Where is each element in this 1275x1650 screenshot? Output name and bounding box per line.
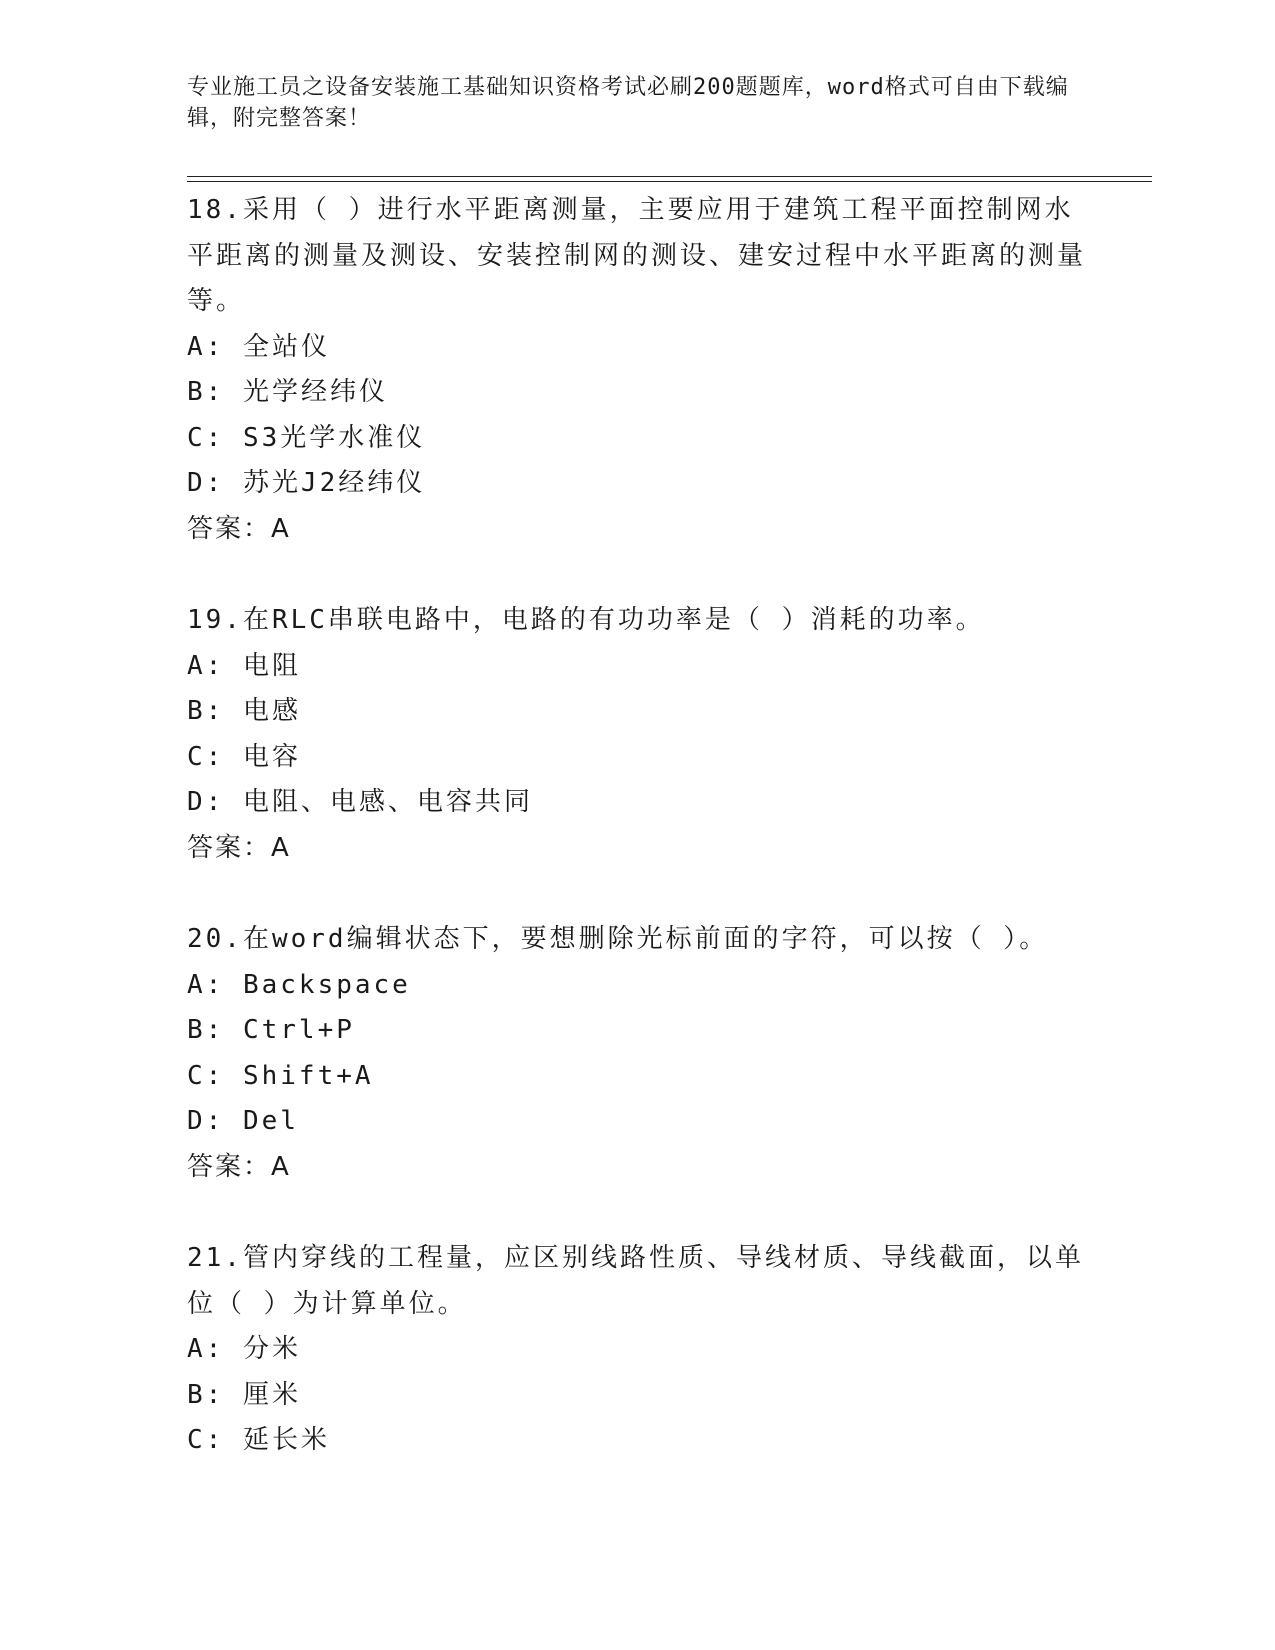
option-d: D: 苏光J2经纬仪 xyxy=(187,468,426,498)
question-21 xyxy=(187,1236,1087,1464)
document-header: 专业施工员之设备安装施工基础知识资格考试必刷200题题库，word格式可自由下载编辑，附完整答案！ xyxy=(187,75,1069,131)
header-divider-bottom xyxy=(187,181,1152,182)
answer-line: 答案：A xyxy=(187,1151,291,1182)
option-a: A: 全站仪 xyxy=(187,331,330,362)
question-list xyxy=(187,188,1087,1510)
option-b: B: 厘米 xyxy=(187,1379,301,1410)
option-b: B: Ctrl+P xyxy=(187,1015,355,1045)
question-19 xyxy=(187,598,1087,871)
question-stem: 21.管内穿线的工程量，应区别线路性质、导线材质、导线截面，以单位（ ）为计算单位。 xyxy=(187,1243,1084,1319)
option-b: B: 光学经纬仪 xyxy=(187,377,388,407)
answer-line: 答案：A xyxy=(187,832,291,863)
option-c: C: Shift+A xyxy=(187,1060,374,1091)
question-18 xyxy=(187,188,1087,552)
option-a: A: 分米 xyxy=(187,1334,301,1364)
option-b: B: 电感 xyxy=(187,696,301,726)
option-a: A: 电阻 xyxy=(187,650,301,681)
question-20 xyxy=(187,917,1087,1190)
option-a: A: Backspace xyxy=(187,969,411,1000)
option-c: C: 电容 xyxy=(187,741,301,772)
option-c: C: 延长米 xyxy=(187,1425,330,1455)
question-stem: 19.在RLC串联电路中，电路的有功功率是（ ）消耗的功率。 xyxy=(187,605,985,635)
question-stem: 18.采用（ ）进行水平距离测量，主要应用于建筑工程平面控制网水平距离的测量及测设、安装控制网的测设、建安过程中水平距离的测量等。 xyxy=(187,195,1087,316)
answer-line: 答案：A xyxy=(187,513,291,544)
option-d: D: 电阻、电感、电容共同 xyxy=(187,787,533,817)
option-d: D: Del xyxy=(187,1106,299,1136)
option-c: C: S3光学水准仪 xyxy=(187,422,426,453)
question-stem: 20.在word编辑状态下，要想删除光标前面的字符，可以按（ ）。 xyxy=(187,924,1049,954)
header-divider-top xyxy=(187,176,1152,177)
